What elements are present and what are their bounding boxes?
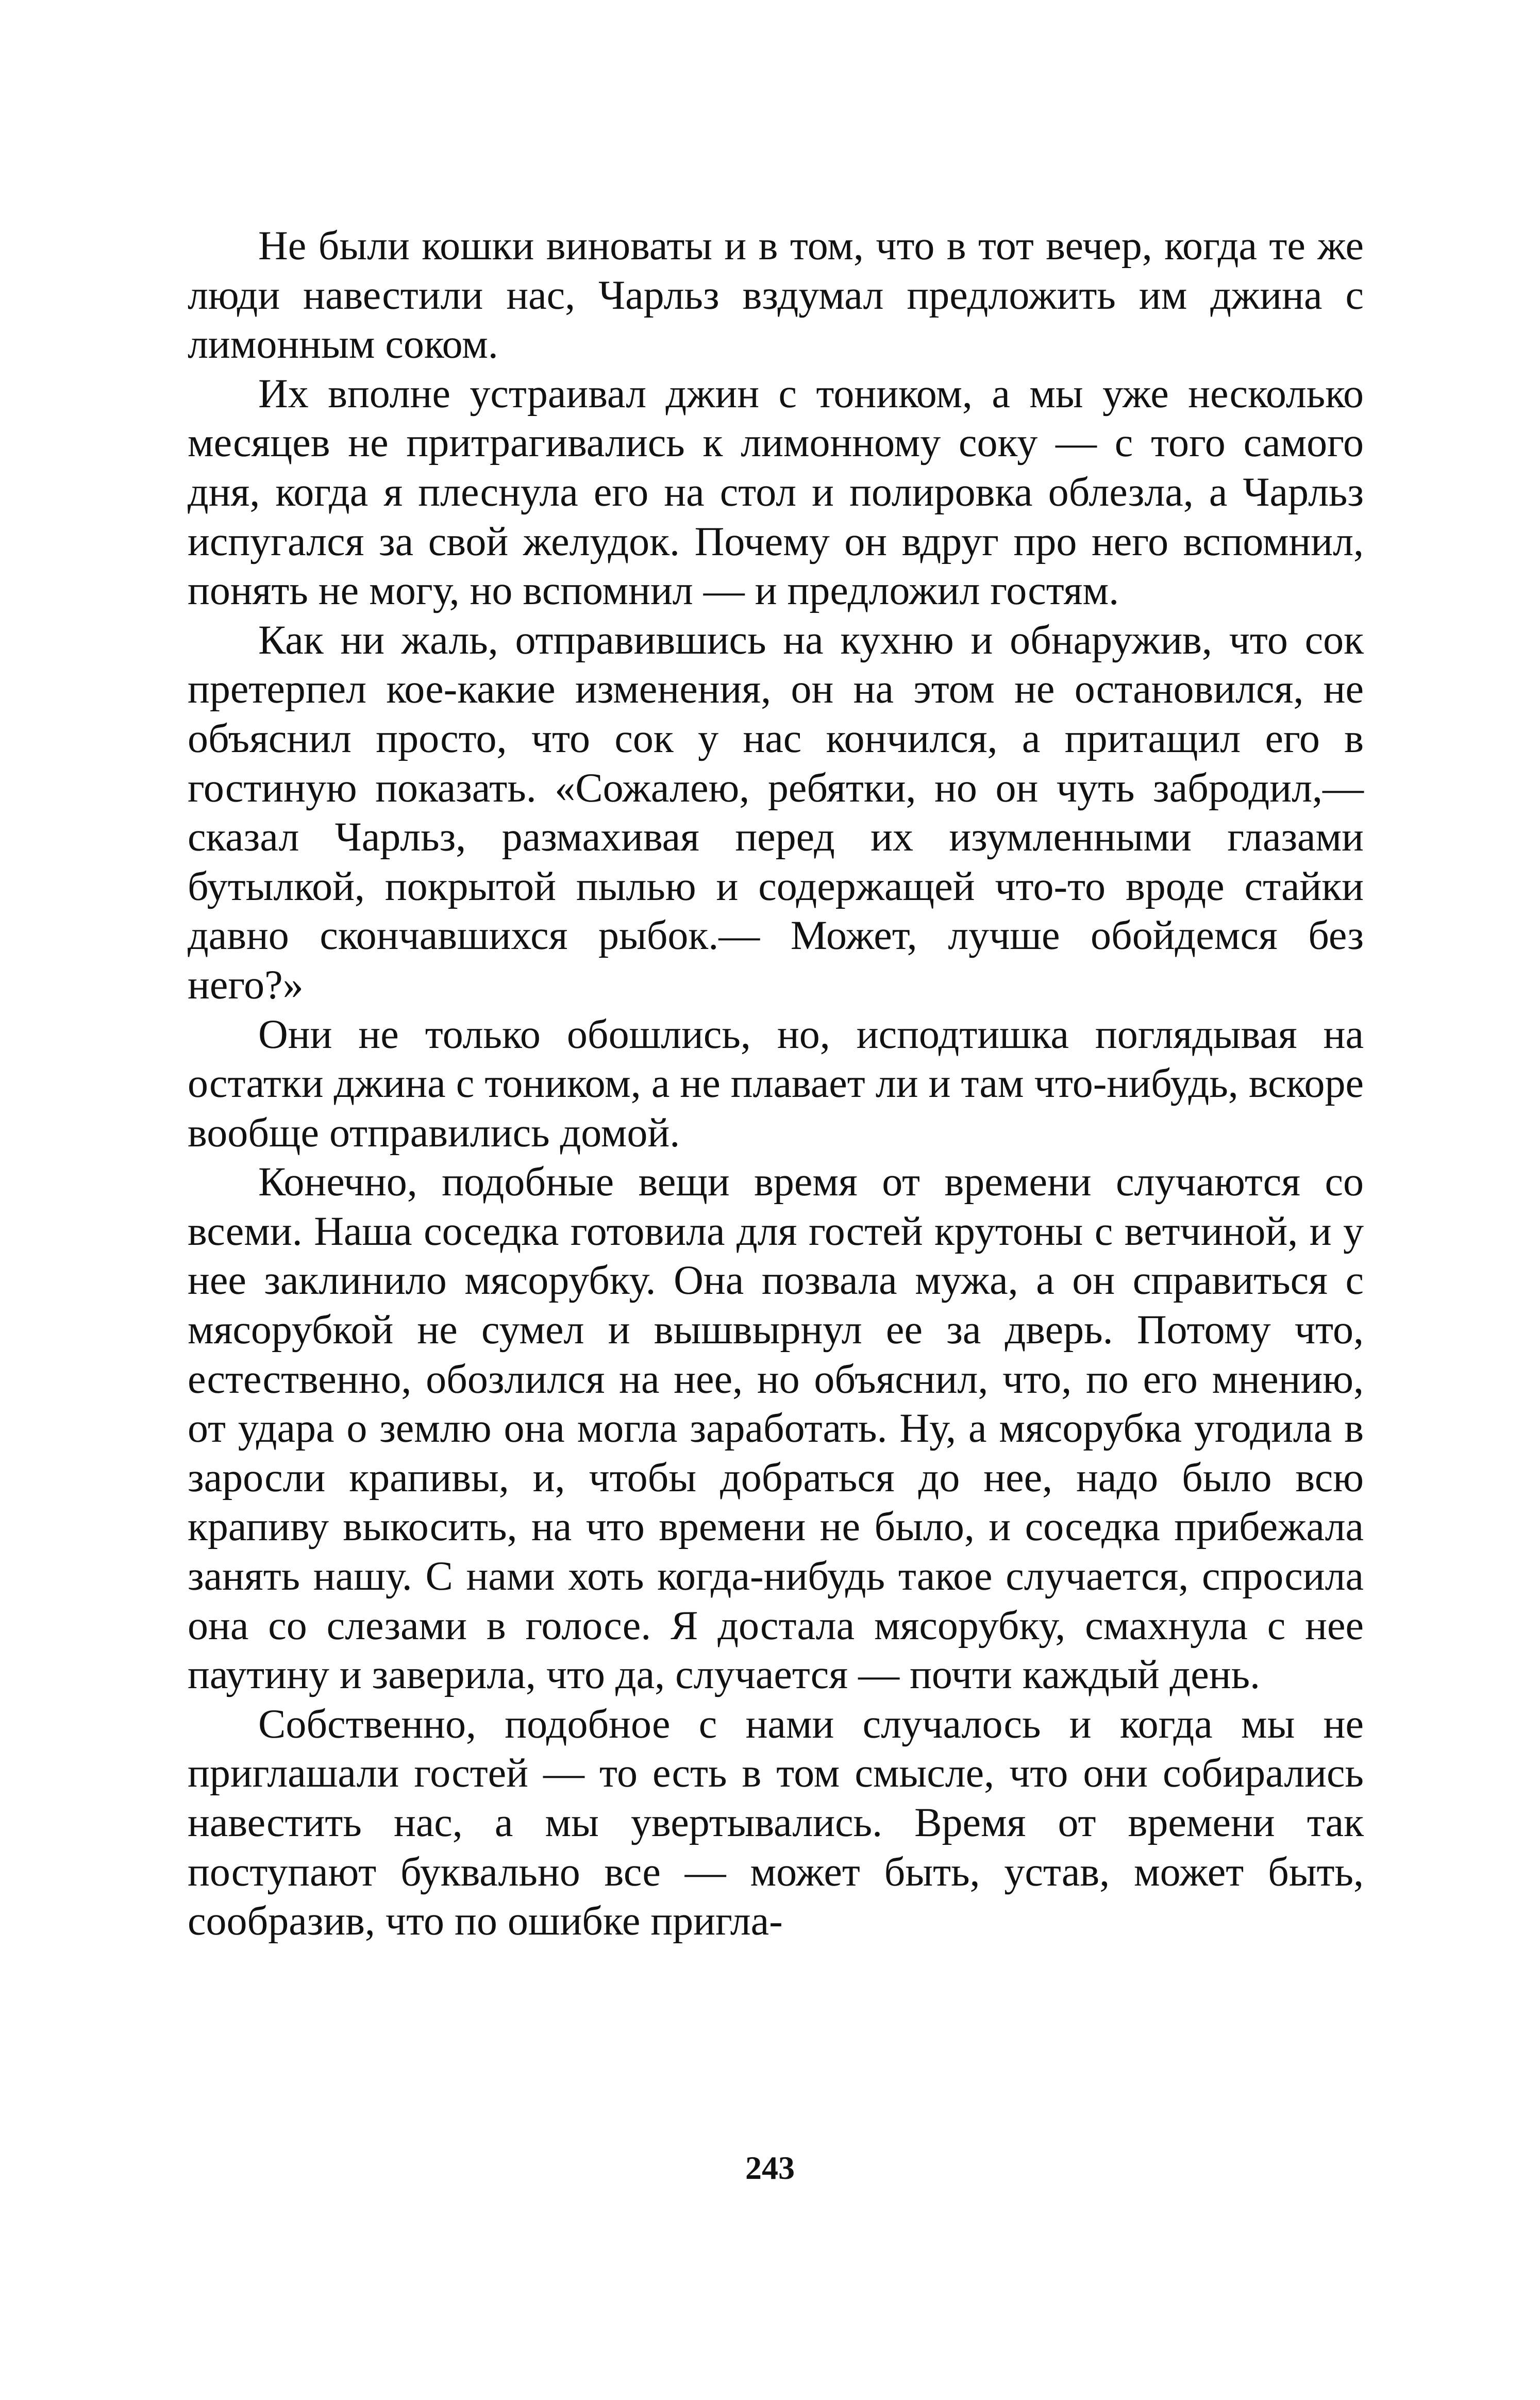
body-text [188, 222, 1364, 1946]
paragraph-6: Собственно, подобное с нами случалось и когда мы не приглашали гостей — то есть в том смысле, что они собирались навестить нас, а мы увертывались. Время от времени так поступают буквально все — может быть, устав, может быть, сообразив, что по ошибке пригла- [188, 1701, 1364, 1944]
paragraph-4: Они не только обошлись, но, исподтишка поглядывая на остатки джина с тоником, а не плавает ли и там что-нибудь, вскоре вообще отправились домой. [188, 1011, 1364, 1156]
paragraph-2: Их вполне устраивал джин с тоником, а мы уже несколько месяцев не притрагивались к лимонному соку — с того самого дня, когда я плеснула его на стол и полировка облезла, а Чарльз испугался за свой желудок. Почему он вдруг про него вспомнил, понять не могу, но вспомнил — и предложил гостям. [188, 371, 1364, 614]
paragraph-1: Не были кошки виноваты и в том, что в тот вечер, когда те же люди навестили нас, Чарльз вздумал предложить им джина с лимонным соком. [188, 223, 1364, 368]
paragraph-3: Как ни жаль, отправившись на кухню и обнаружив, что сок претерпел кое-какие изменения, он на этом не остановился, не объяснил просто, что сок у нас кончился, а притащил его в гостиную показать. «Сожалею, ребятки, но он чуть забродил,— сказал Чарльз, размахивая перед их изумленными глазами бутылкой, покрытой пылью и содержащей что-то вроде стайки давно скончавшихся рыбок.— Может, лучше обойдемся без него?» [188, 617, 1364, 1008]
page-number: 243 [745, 2149, 795, 2186]
paragraph-5: Конечно, подобные вещи время от времени случаются со всеми. Наша соседка готовила для гостей крутоны с ветчиной, и у нее заклинило мясорубку. Она позвала мужа, а он справиться с мясорубкой не сумел и вышвырнул ее за дверь. Потому что, естественно, обозлился на нее, но объяснил, что, по его мнению, от удара о землю она могла заработать. Ну, а мясорубка угодила в заросли крапивы, и, чтобы добраться до нее, надо было всю крапиву выкосить, на что времени не было, и соседка прибежала занять нашу. С нами хоть когда-нибудь такое случается, спросила она со слезами в голосе. Я достала мясорубку, смахнула с нее паутину и заверила, что да, случается — почти каждый день. [188, 1159, 1364, 1698]
